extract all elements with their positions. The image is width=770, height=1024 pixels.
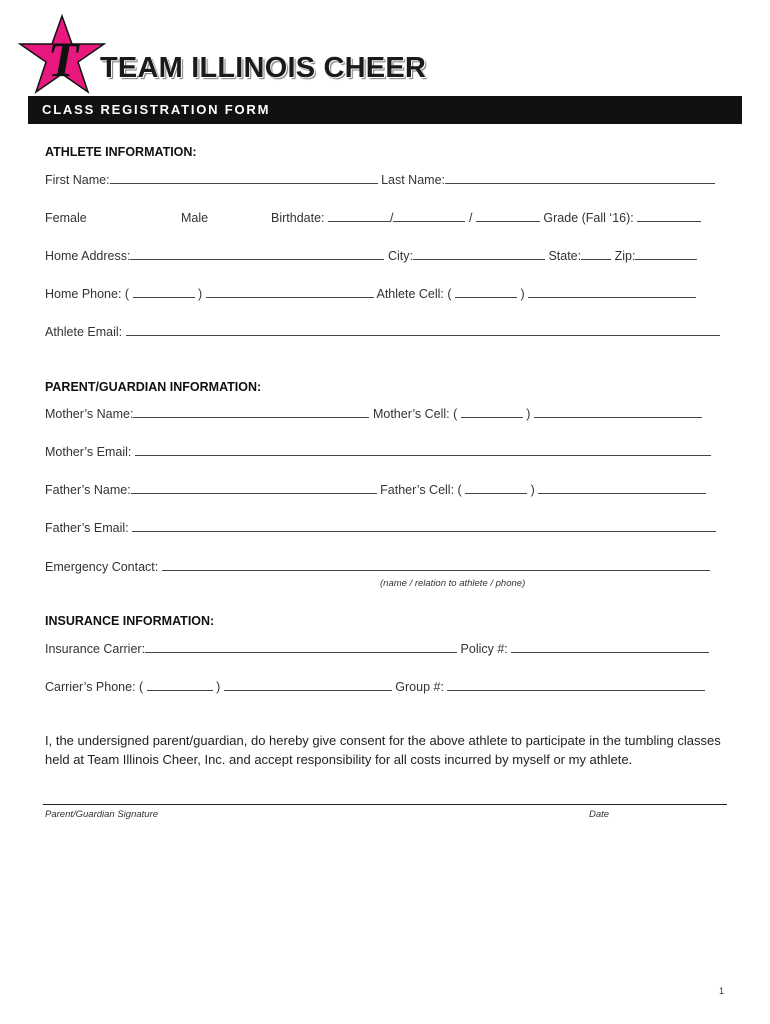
mothers-cell-label: Mother’s Cell: ( [372,407,458,421]
organization-name: TEAM ILLINOIS CHEER [100,52,427,84]
row-mother-name [45,406,727,426]
carriers-phone-number-field[interactable] [224,679,392,691]
first-name-field[interactable] [110,172,378,184]
male-option[interactable]: Male [181,211,209,225]
athlete-cell-number-field[interactable] [528,286,696,298]
athlete-email-field[interactable] [126,324,720,336]
athlete-cell-paren: ) [520,287,525,301]
parent-section-heading: PARENT/GUARDIAN INFORMATION: [45,380,262,394]
carriers-phone-paren: ) [216,680,221,694]
group-label: Group #: [395,680,444,694]
birthdate-slash-2: / [468,211,473,225]
city-label: City: [387,249,413,263]
insurance-carrier-label: Insurance Carrier: [45,642,146,656]
policy-field[interactable] [511,641,709,653]
mothers-name-label: Mother’s Name: [45,407,134,421]
signature-label: Parent/Guardian Signature [45,809,159,820]
mothers-cell-number-field[interactable] [534,406,702,418]
female-option[interactable]: Female [45,211,87,225]
state-label: State: [548,249,582,263]
fathers-cell-label: Father’s Cell: ( [380,483,462,497]
row-address [45,248,727,268]
city-field[interactable] [413,248,545,260]
row-insurance-carrier [45,641,727,661]
signature-line[interactable] [43,804,727,805]
first-name-label: First Name: [45,173,110,187]
zip-label: Zip: [614,249,636,263]
home-phone-paren: ) [198,287,203,301]
mothers-email-label: Mother’s Email: [45,445,132,459]
date-label: Date [589,809,610,820]
fathers-email-label: Father’s Email: [45,521,129,535]
group-field[interactable] [447,679,705,691]
home-address-field[interactable] [130,248,384,260]
row-athlete-email [45,324,727,344]
birth-month-field[interactable] [328,210,390,222]
last-name-field[interactable] [445,172,715,184]
birth-year-field[interactable] [476,210,540,222]
athlete-cell-label: Athlete Cell: ( [376,287,452,301]
insurance-carrier-field[interactable] [145,641,457,653]
zip-field[interactable] [635,248,697,260]
row-mother-email [45,444,727,464]
emergency-contact-label: Emergency Contact: [45,560,159,574]
fathers-name-field[interactable] [131,482,377,494]
fathers-cell-area-code-field[interactable] [465,482,527,494]
grade-field[interactable] [637,210,701,222]
row-phone [45,286,727,306]
mothers-name-field[interactable] [133,406,369,418]
home-phone-area-code-field[interactable] [133,286,195,298]
fathers-name-label: Father’s Name: [45,483,131,497]
team-illinois-logo [16,14,108,96]
home-phone-number-field[interactable] [206,286,374,298]
home-phone-label: Home Phone: ( [45,287,130,301]
row-father-email [45,520,727,540]
grade-label: Grade (Fall ‘16): [543,211,634,225]
home-address-label: Home Address: [45,249,131,263]
row-name [45,172,727,192]
fathers-cell-paren: ) [530,483,535,497]
mothers-email-field[interactable] [135,444,711,456]
last-name-label: Last Name: [381,173,445,187]
birthdate-label: Birthdate: [271,211,325,225]
carriers-phone-label: Carrier’s Phone: ( [45,680,144,694]
birthdate-slash-1: / [390,211,394,225]
row-father-name [45,482,727,502]
emergency-contact-note: (name / relation to athlete / phone) [380,578,526,589]
row-gender-birthdate [45,210,727,230]
page-number: 1 [719,986,725,996]
logo-letter: T [47,31,79,87]
state-field[interactable] [581,248,611,260]
athlete-cell-area-code-field[interactable] [455,286,517,298]
athlete-email-label: Athlete Email: [45,325,123,339]
carriers-phone-area-code-field[interactable] [147,679,213,691]
mothers-cell-area-code-field[interactable] [461,406,523,418]
form-title-banner: CLASS REGISTRATION FORM [28,96,742,124]
row-carrier-phone [45,679,727,699]
birth-day-field[interactable] [393,210,465,222]
policy-label: Policy #: [460,642,508,656]
emergency-contact-field[interactable] [162,559,710,571]
fathers-email-field[interactable] [132,520,716,532]
fathers-cell-number-field[interactable] [538,482,706,494]
consent-statement: I, the undersigned parent/guardian, do hereby give consent for the above athlete to participate in the tumbling classes held at Team Illinois Cheer, Inc. and accept responsibility for all costs incurred by myself or my athlete. [45,733,721,767]
athlete-section-heading: ATHLETE INFORMATION: [45,145,197,159]
mothers-cell-paren: ) [526,407,531,421]
row-emergency-contact [45,559,727,579]
insurance-section-heading: INSURANCE INFORMATION: [45,614,215,628]
